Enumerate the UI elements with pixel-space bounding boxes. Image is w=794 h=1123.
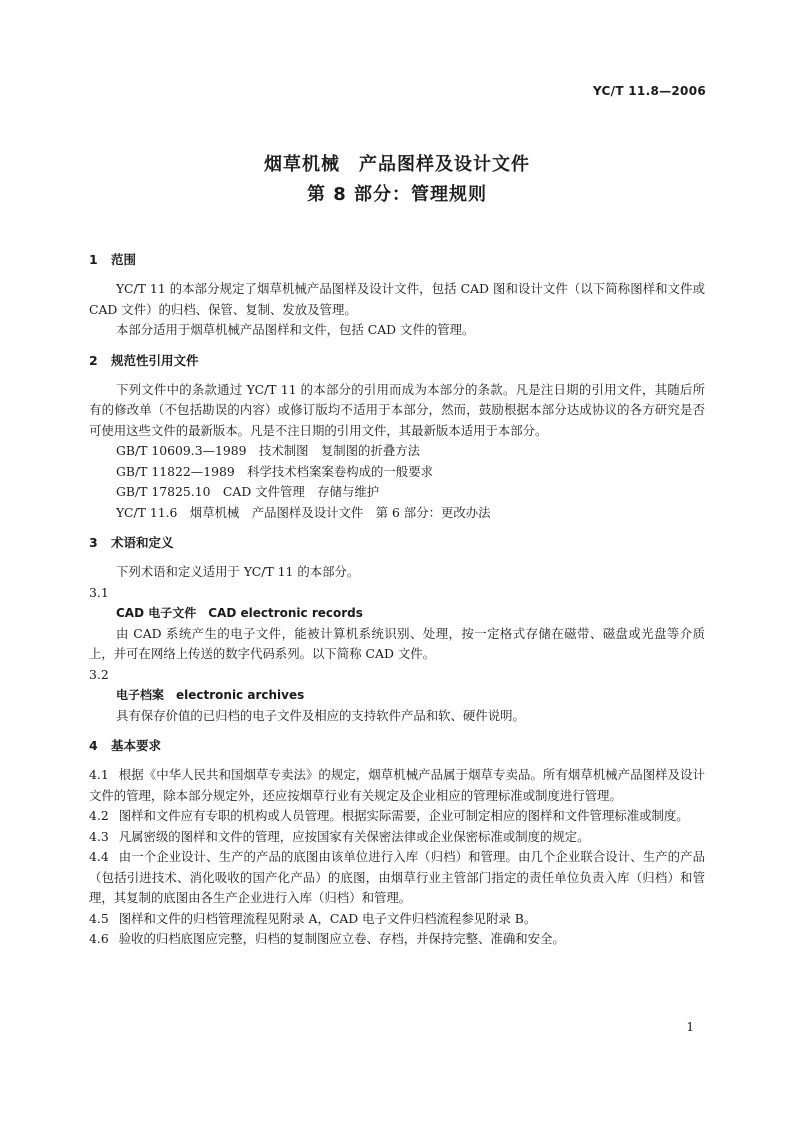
clause-number: 4.4 — [89, 849, 109, 864]
paragraph: 下列文件中的条款通过 YC/T 11 的本部分的引用而成为本部分的条款。凡是注日期的引用文件，其随后所有的修改单（不包括勘误的内容）或修订版均不适用于本部分，然而，鼓励根据本部分达成协议的各方研究是否可使用这些文件的最新版本。凡是不注日期的引用文件，其最新版本适用于本部分。 — [89, 381, 705, 438]
clause-number: 4.5 — [89, 910, 109, 926]
term-number: 3.1 — [89, 584, 109, 600]
requirement-clause — [89, 765, 705, 806]
clause-number: 4.6 — [89, 931, 109, 946]
clause-text: 验收的归档底图应完整，归档的复制图应立卷、存档，并保持完整、准确和安全。 — [118, 931, 565, 946]
term-name: 电子档案 electronic archives — [116, 687, 305, 702]
page-number: 1 — [686, 1020, 694, 1034]
section-number: 2 — [89, 352, 98, 368]
standard-code: YC/T 11.8—2006 — [592, 84, 706, 98]
section-title: 术语和定义 — [111, 535, 174, 550]
requirement-clause — [89, 909, 705, 930]
section-number: 1 — [89, 252, 98, 267]
section-heading-scope — [89, 250, 705, 270]
reference-item: GB/T 10609.3—1989 技术制图 复制图的折叠方法 — [116, 443, 421, 458]
section-title: 规范性引用文件 — [111, 352, 199, 368]
term-number: 3.2 — [89, 666, 109, 682]
paragraph: YC/T 11 的本部分规定了烟草机械产品图样及设计文件，包括 CAD 图和设计文件（以下简称图样和文件或 CAD 文件）的归档、保管、复制、发放及管理。 — [89, 281, 705, 317]
section-number: 4 — [89, 738, 98, 753]
document-title — [0, 150, 794, 210]
reference-item: GB/T 17825.10 CAD 文件管理 存储与维护 — [116, 484, 380, 499]
clause-text: 图样和文件的归档管理流程见附录 A，CAD 电子文件归档流程参见附录 B。 — [118, 910, 537, 926]
requirement-clause — [89, 827, 705, 848]
clause-text: 由一个企业设计、生产的产品的底图由该单位进行入库（归档）和管理。由几个企业联合设计、生产的产品（包括引进技术、消化吸收的国产化产品）的底图，由烟草行业主管部门指定的责任单位负责入库（归档）和管理，其复制的底图由各生产企业进行入库（归档）和管理。 — [89, 849, 705, 905]
requirement-clause — [89, 929, 705, 950]
title-line-2: 第 8 部分：管理规则 — [306, 184, 488, 205]
section-heading-basic-requirements — [89, 736, 705, 756]
section-title: 范围 — [111, 252, 137, 267]
clause-text: 凡属密级的图样和文件的管理，应按国家有关保密法律或企业保密标准或制度的规定。 — [118, 828, 590, 844]
term-definition: 具有保存价值的已归档的电子文件及相应的支持软件产品和软、硬件说明。 — [116, 707, 525, 723]
clause-text: 图样和文件应有专职的机构或人员管理。根据实际需要，企业可制定相应的图样和文件管理标准或制度。 — [118, 808, 689, 823]
requirement-clause — [89, 806, 705, 827]
clause-text: 根据《中华人民共和国烟草专卖法》的规定，烟草机械产品属于烟草专卖品。所有烟草机械产品图样及设计文件的管理，除本部分规定外，还应按烟草行业有关规定及企业相应的管理标准或制度进行管理。 — [89, 767, 705, 803]
term-name: CAD 电子文件 CAD electronic records — [116, 605, 363, 620]
requirement-clause — [89, 847, 705, 909]
term-definition: 由 CAD 系统产生的电子文件，能被计算机系统识别、处理，按一定格式存储在磁带、磁盘或光盘等介质上，并可在网络上传送的数字代码系列。以下简称 CAD 文件。 — [89, 625, 705, 661]
section-heading-terms — [89, 533, 705, 553]
clause-number: 4.1 — [89, 767, 109, 782]
clause-number: 4.2 — [89, 808, 109, 823]
paragraph: 本部分适用于烟草机械产品图样和文件，包括 CAD 文件的管理。 — [116, 322, 475, 337]
section-number: 3 — [89, 535, 98, 550]
paragraph: 下列术语和定义适用于 YC/T 11 的本部分。 — [116, 564, 360, 579]
reference-item: YC/T 11.6 烟草机械 产品图样及设计文件 第 6 部分：更改办法 — [116, 504, 491, 520]
clause-number: 4.3 — [89, 828, 109, 844]
document-body — [89, 250, 705, 950]
section-heading-normative-references — [89, 351, 705, 371]
section-title: 基本要求 — [111, 738, 162, 753]
reference-item: GB/T 11822—1989 科学技术档案案卷构成的一般要求 — [116, 463, 433, 479]
title-line-1: 烟草机械 产品图样及设计文件 — [264, 154, 530, 175]
